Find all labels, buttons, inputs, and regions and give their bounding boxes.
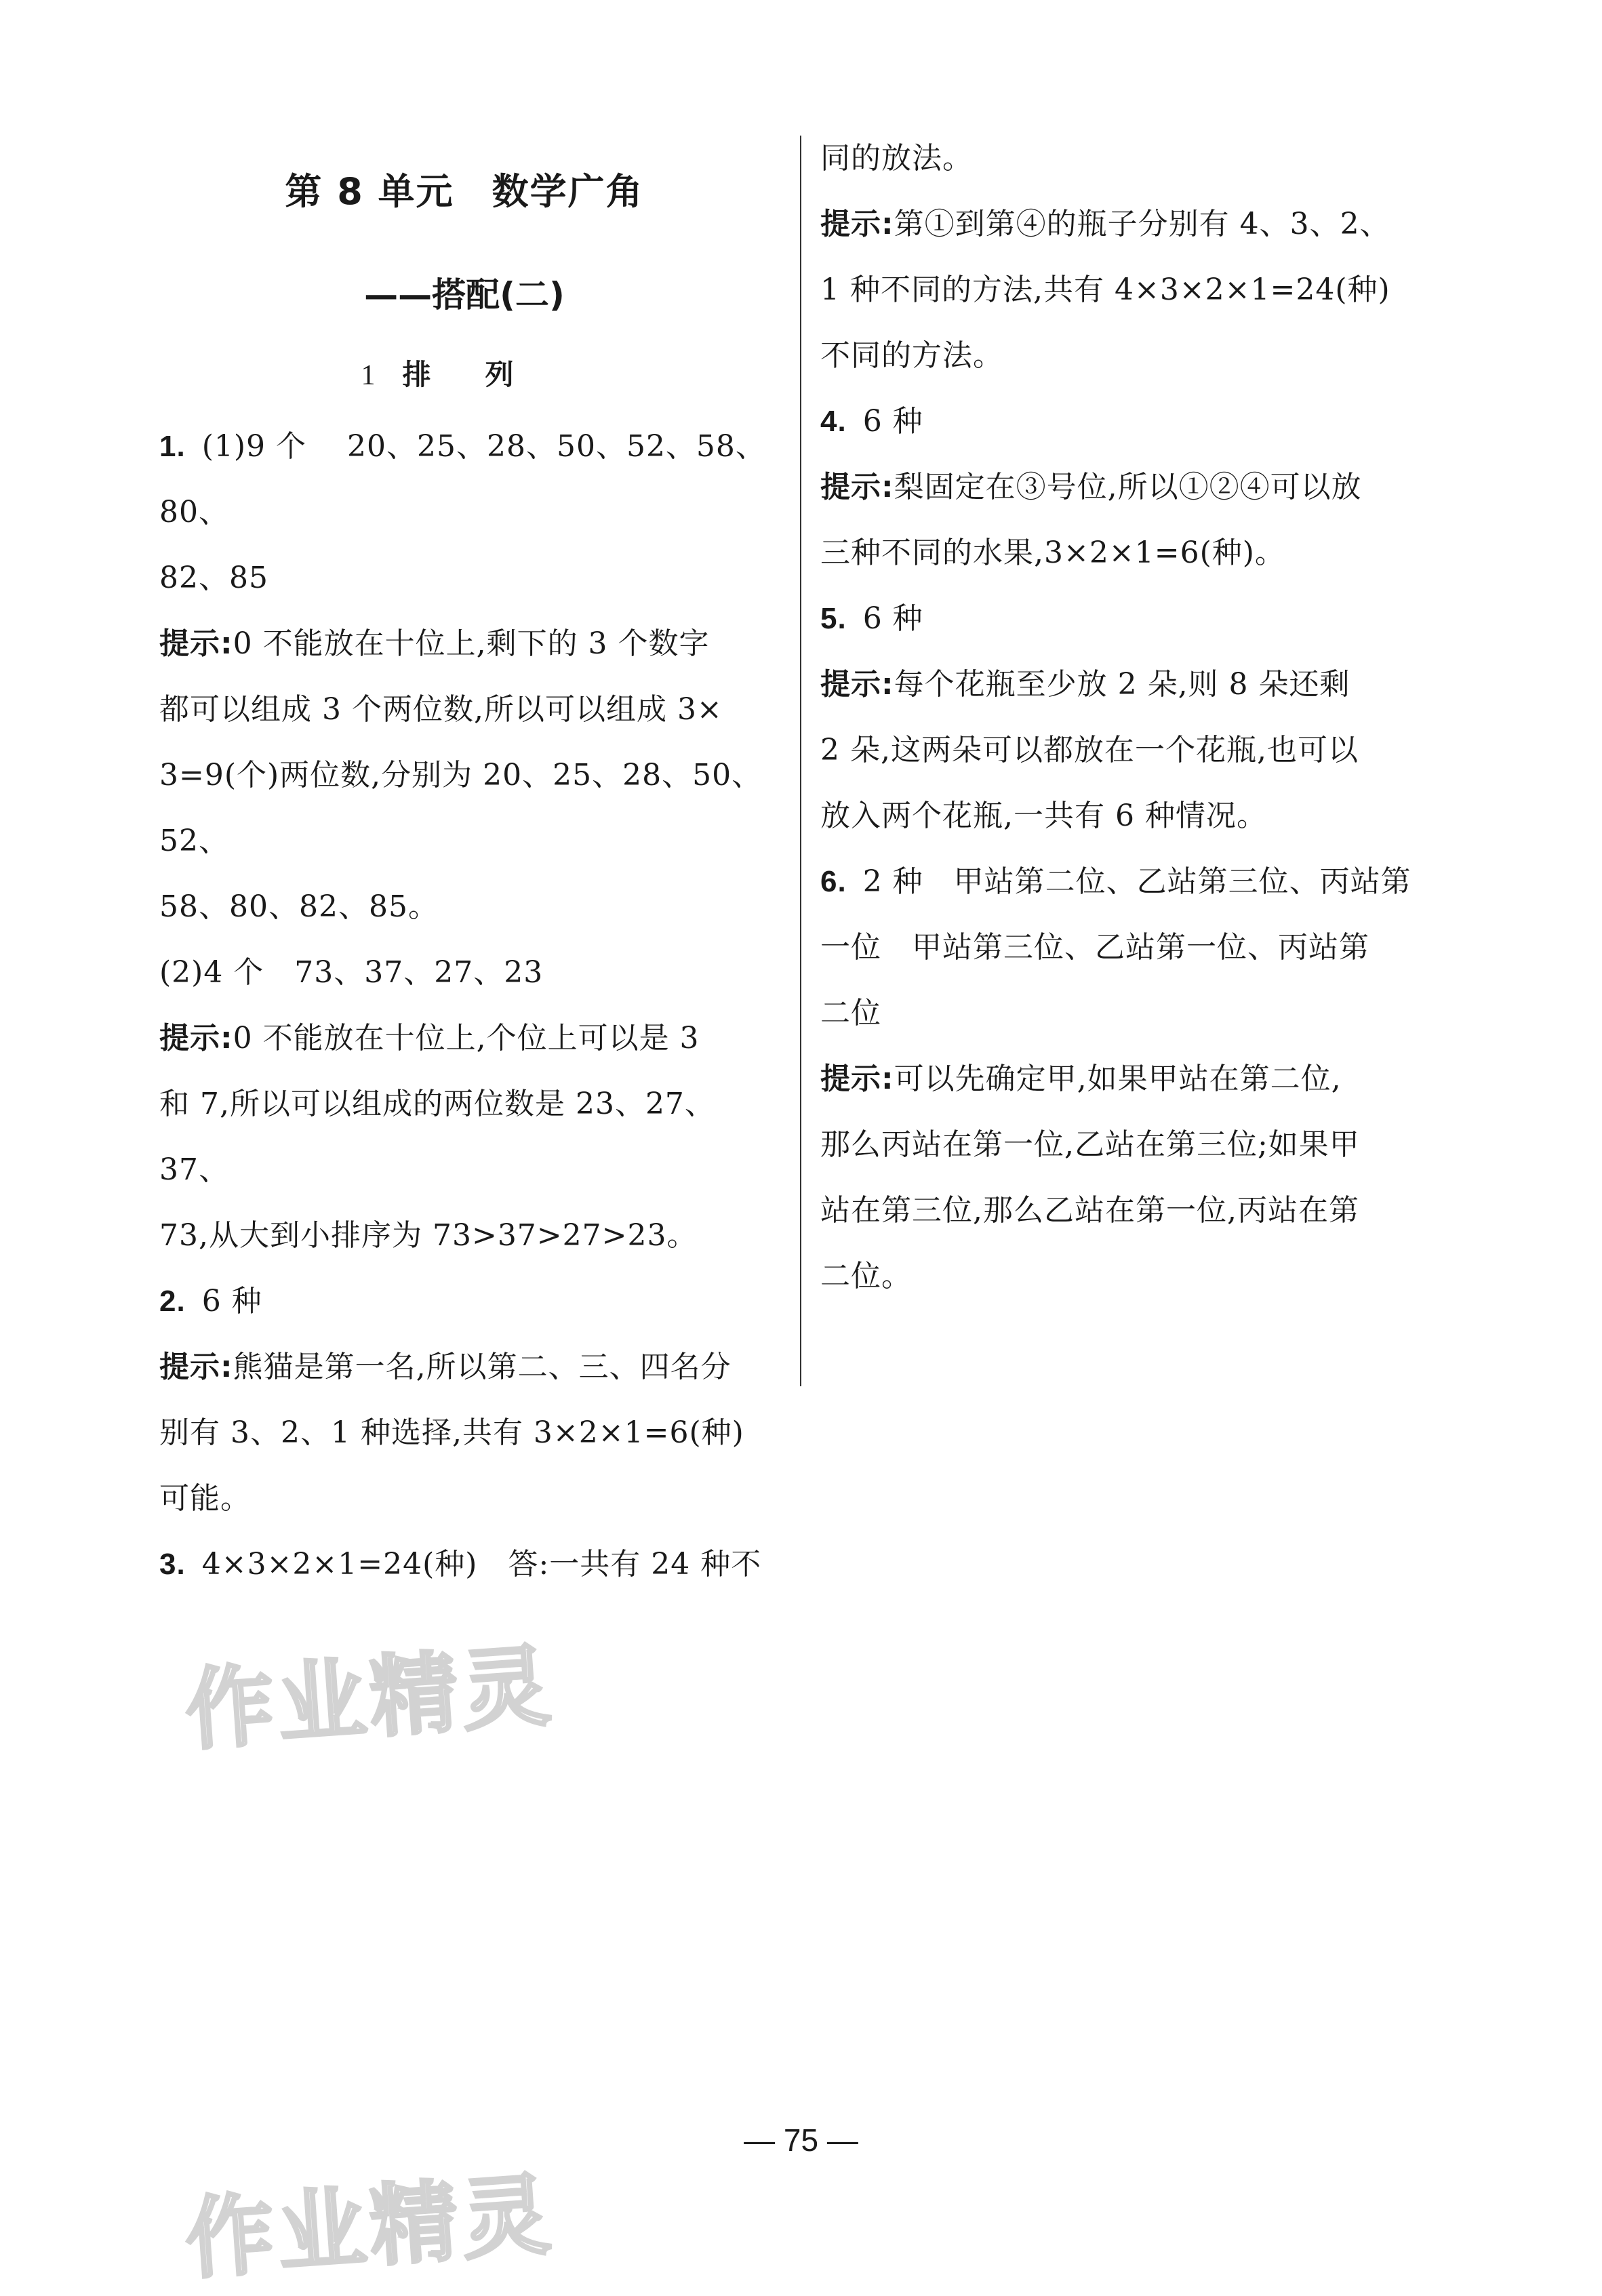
column-divider	[800, 136, 801, 1386]
question-number: 5.	[820, 602, 847, 635]
answer-line: 4. 6 种	[820, 404, 923, 439]
hint-line: 提示:0 不能放在十位上,剩下的 3 个数字	[159, 626, 710, 661]
question-number: 2.	[159, 1285, 186, 1318]
hint-line: 提示:每个花瓶至少放 2 朵,则 8 朵还剩	[820, 667, 1350, 702]
answer-line: 6. 2 种 甲站第二位、乙站第三位、丙站第	[820, 864, 1411, 899]
hint-line: 可能。	[159, 1481, 251, 1516]
subtitle: ——搭配(二)	[364, 275, 565, 315]
hint-line: 二位。	[820, 1259, 912, 1293]
hint-line: 1 种不同的方法,共有 4×3×2×1=24(种)	[820, 273, 1390, 307]
answer-line: 3. 4×3×2×1=24(种) 答:一共有 24 种不	[159, 1547, 762, 1582]
hint-line: 别有 3、2、1 种选择,共有 3×2×1=6(种)	[159, 1415, 744, 1450]
answer-line: 一位 甲站第三位、乙站第一位、丙站第	[820, 930, 1369, 965]
section-heading	[159, 353, 769, 393]
hint-label: 提示:	[159, 626, 233, 661]
hint-line: 站在第三位,那么乙站在第一位,丙站在第	[820, 1193, 1359, 1228]
hint-line: 提示:0 不能放在十位上,个位上可以是 3	[159, 1021, 700, 1055]
hint-line: 3=9(个)两位数,分别为 20、25、28、50、52、	[159, 758, 763, 858]
watermark: 作业精灵	[182, 2162, 558, 2292]
answer-line: 5. 6 种	[820, 601, 923, 636]
hint-label: 提示:	[820, 470, 894, 504]
answer-line: 1. (1)9 个 20、25、28、50、52、58、80、	[159, 429, 766, 529]
answer-line: 82、85	[159, 561, 268, 595]
hint-line: 那么丙站在第一位,乙站在第三位;如果甲	[820, 1127, 1360, 1162]
hint-line: 和 7,所以可以组成的两位数是 23、27、37、	[159, 1087, 715, 1187]
answer-line: 二位	[820, 996, 881, 1030]
hint-label: 提示:	[159, 1350, 233, 1384]
hint-line: 不同的方法。	[820, 338, 1003, 373]
hint-line: 提示:梨固定在③号位,所以①②④可以放	[820, 470, 1362, 504]
question-number: 4.	[820, 405, 847, 438]
hint-line: 提示:第①到第④的瓶子分别有 4、3、2、	[820, 207, 1390, 241]
page-number: — 75 —	[744, 2122, 858, 2158]
watermark: 作业精灵	[182, 1634, 558, 1763]
question-number: 1.	[159, 430, 186, 463]
question-number: 3.	[159, 1548, 186, 1581]
hint-line: 三种不同的水果,3×2×1=6(种)。	[820, 536, 1285, 570]
hint-line: 提示:熊猫是第一名,所以第二、三、四名分	[159, 1350, 732, 1384]
hint-line: 放入两个花瓶,一共有 6 种情况。	[820, 799, 1267, 833]
hint-label: 提示:	[159, 1021, 233, 1055]
hint-line: 58、80、82、85。	[159, 889, 439, 924]
answer-line: 同的放法。	[820, 141, 973, 176]
unit-title: 第 8 单元 数学广角	[285, 170, 644, 213]
left-column	[159, 414, 783, 1597]
right-column	[820, 125, 1451, 1309]
hint-label: 提示:	[820, 1062, 894, 1096]
section-number: 1	[361, 360, 376, 391]
hint-line: 73,从大到小排序为 73>37>27>23。	[159, 1218, 698, 1253]
hint-line: 都可以组成 3 个两位数,所以可以组成 3×	[159, 692, 723, 727]
hint-label: 提示:	[820, 667, 894, 702]
hint-line: 提示:可以先确定甲,如果甲站在第二位,	[820, 1062, 1342, 1096]
section-title: 排列	[402, 358, 568, 391]
hint-label: 提示:	[820, 207, 894, 241]
hint-line: 2 朵,这两朵可以都放在一个花瓶,也可以	[820, 733, 1359, 767]
answer-line: 2. 6 种	[159, 1284, 262, 1318]
answer-line: (2)4 个 73、37、27、23	[159, 955, 544, 990]
question-number: 6.	[820, 865, 847, 898]
